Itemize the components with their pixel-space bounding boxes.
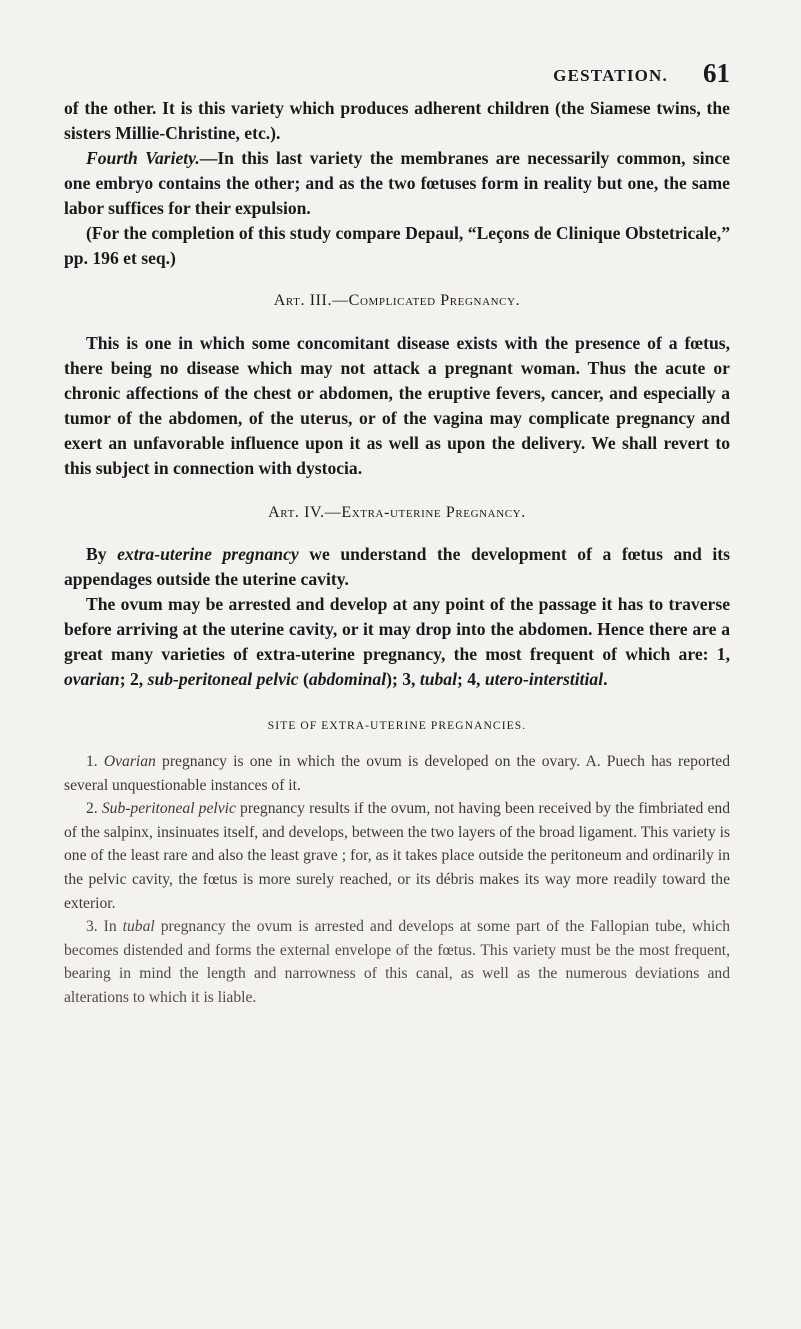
varieties-intro: The ovum may be arrested and develop at any point of the passage it has to traverse before arriving at the uterine cavity, or it may drop into the abdomen. Hence there are a great many varieties of extra-uterine pregnancy, the most frequent of which are: 1,: [64, 594, 730, 664]
fourth-variety-text: —In this last variety the membranes are necessarily common, since one embryo contains the other; and as the two fœtuses form in reality but one, the same labor suffices for their expulsion.: [64, 148, 730, 218]
site-item-text: pregnancy is one in which the ovum is developed on the ovary. A. Puech has reported several unquestionable instances of it.: [64, 753, 731, 794]
article-3-paragraph: This is one in which some concomitant disease exists with the presence of a fœtus, there being no disease which may not attack a pregnant woman. Thus the acute or chronic affections of the chest or abdomen, the eruptive fevers, cancer, and especially a tumor of the abdomen, of the uterus, or of the vagina may complicate pregnancy and exert an unfavorable influence upon it as well as upon the delivery. We shall revert to this subject in connection with dystocia.: [64, 333, 730, 478]
variety-tubal: tubal: [419, 669, 457, 689]
site-item-sub-peritoneal: [64, 797, 730, 915]
extra-uterine-definition: [64, 542, 730, 592]
reference-note: (For the completion of this study compare Depaul, “Leçons de Clinique Obstetricale,” pp. 196 et seq.): [64, 223, 730, 268]
continuation-paragraph: of the other. It is this variety which produces adherent children (the Siamese twins, the sisters Millie-Christine, etc.).: [64, 98, 730, 143]
site-section: [64, 750, 730, 1010]
definition-term: extra-uterine pregnancy: [117, 544, 299, 564]
fourth-variety-label: Fourth Variety.: [86, 148, 200, 168]
site-item-text: pregnancy results if the ovum, not having been received by the fimbriated end of the salpinx, insinuates itself, and develops, between the two layers of the broad ligament. This variety is one of the least rare and also the least grave ; for, as it takes place outside the peritoneum and ordinarily in the pelvic cavity, the fœtus is more surely reached, or its débris makes its way more readily toward the exterior.: [64, 800, 731, 912]
definition-prefix: By: [86, 544, 118, 564]
site-item-number: 1.: [86, 753, 104, 770]
article-3-heading: Art. III.—Complicated Pregnancy.: [273, 292, 521, 309]
varieties-paragraph: The ovum may be arrested and develop at any point of the passage it has to traverse before arriving at the uterine cavity, or it may drop into the abdomen. Hence there are a great many varieties of extra-uterine pregnancy, the most frequent of which are: 1, ovarian; 2, sub-peritoneal pelvic (abdominal); 3, tubal; 4, utero-interstitial.: [64, 594, 730, 689]
site-item-ovarian: [64, 750, 730, 797]
fourth-variety-paragraph: [64, 146, 730, 221]
site-item-text: pregnancy the ovum is arrested and develops at some part of the Fallopian tube, which becomes distended and forms the external envelope of the fœtus. This variety must be the most frequent, bearing in mind the length and narrowness of this canal, as well as the numerous deviations and alterations to which it is liable.: [64, 918, 730, 1006]
variety-separator: ; 3,: [391, 669, 420, 689]
site-item-number: 3. In: [86, 918, 123, 936]
site-item-tubal: [64, 915, 730, 1009]
site-item-term: tubal: [122, 918, 155, 936]
running-head: [64, 58, 730, 92]
variety-sub-peritoneal: sub-peritoneal pelvic: [147, 669, 299, 689]
variety-separator: ; 2,: [119, 669, 148, 689]
site-item-term: Ovarian: [103, 753, 156, 770]
varieties-end: .: [603, 669, 608, 689]
site-item-term: Sub-peritoneal pelvic: [101, 800, 236, 818]
site-section-heading: SITE OF EXTRA-UTERINE PREGNANCIES.: [267, 720, 527, 732]
article-4-heading: Art. IV.—Extra-uterine Pregnancy.: [268, 504, 526, 521]
variety-utero-interstitial: utero-interstitial: [484, 669, 604, 689]
definition-text: we understand the development of a fœtus and its appendages outside the uterine cavity.: [64, 544, 730, 589]
site-item-number: 2.: [86, 800, 102, 818]
variety-ovarian: ovarian: [64, 669, 120, 689]
running-title: GESTATION.: [553, 66, 668, 85]
variety-separator: ; 4,: [456, 669, 485, 689]
page-number: 61: [703, 58, 730, 88]
variety-abdominal: abdominal: [308, 669, 387, 689]
body-text: [64, 96, 730, 1010]
